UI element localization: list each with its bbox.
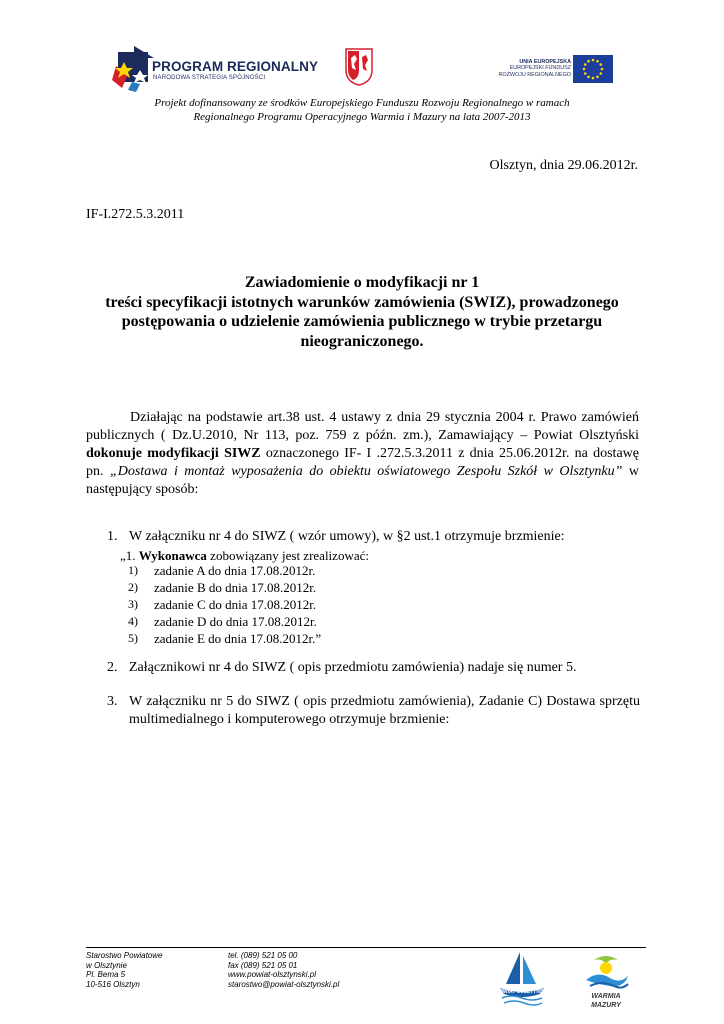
item-2-text: Załącznikowi nr 4 do SIWZ ( opis przedmiotu zamówienia) nadaje się numer 5.: [129, 660, 577, 675]
footer-address-line: Starostwo Powiatowe: [86, 951, 163, 960]
task-text: zadanie E do dnia 17.08.2012r.”: [154, 631, 322, 646]
eu-flag-icon: [573, 55, 613, 83]
document-date: Olsztyn, dnia 29.06.2012r.: [489, 158, 638, 173]
task-text: zadanie A do dnia 17.08.2012r.: [154, 563, 316, 578]
warmia-logo-text-2: MAZURY: [591, 1002, 621, 1009]
footer-email: starostwo@powiat-olsztynski.pl: [228, 979, 340, 989]
task-number: 3): [128, 597, 138, 611]
quote-rest: zobowiązany jest zrealizować:: [206, 548, 369, 563]
footer-phone: tel. (089) 521 05 00: [228, 951, 298, 960]
footer-contact: [228, 951, 339, 989]
footer-divider: [86, 947, 646, 948]
program-subtitle: NARODOWA STRATEGIA SPÓJNOŚCI: [153, 75, 266, 81]
warmia-mazury-emblem-icon: [580, 950, 632, 1012]
item-3-number: 3.: [107, 694, 118, 709]
task-text: zadanie B do dnia 17.08.2012r.: [154, 580, 317, 595]
eu-line-3: ROZWOJU REGIONALNEGO: [498, 71, 571, 78]
powiat-olsztynski-logo: [492, 948, 552, 1012]
intro-part-2: oznaczonego IF- I .272.5.3.2011 z dnia 25.06.2012r. na dostawę pn.: [86, 446, 639, 479]
footer-address-line: 10-516 Olsztyn: [86, 979, 140, 989]
intro-part-3: w następujący sposób:: [86, 464, 639, 497]
powiat-logo-text: POWIAT OLSZTYŃSKI: [495, 989, 549, 995]
voivodeship-crest-icon: [345, 48, 373, 86]
eu-fund-label: [485, 59, 571, 78]
warmia-mazury-logo: [580, 950, 632, 1012]
footer-address: [86, 951, 162, 989]
task-text: zadanie D do dnia 17.08.2012r.: [154, 614, 317, 629]
title-line-4: nieograniczonego.: [300, 332, 424, 350]
task-number: 5): [128, 631, 138, 645]
funding-note: [80, 96, 644, 124]
list-item-2: [107, 660, 577, 676]
program-title: PROGRAM REGIONALNY: [152, 59, 319, 74]
footer-website: www.powiat-olsztynski.pl: [228, 970, 317, 979]
program-regionalny-emblem-icon: [112, 44, 156, 94]
item-2-number: 2.: [107, 660, 118, 675]
eu-line-1: UNIA EUROPEJSKA: [519, 59, 571, 65]
quote-prefix: „1.: [120, 548, 139, 563]
document-title: [80, 273, 644, 351]
item-1-quote: [120, 548, 369, 564]
title-line-3: postępowania o udzielenie zamówienia publicznego w trybie przetargu: [121, 313, 603, 330]
title-line-2: treści specyfikacji istotnych warunków zamówienia (SWIZ), prowadzonego: [105, 293, 619, 311]
intro-part-1: Działając na podstawie art.38 ust. 4 ustawy z dnia 29 stycznia 2004 r. Prawo zamówień publicznych ( Dz.U.2010, Nr 113, poz. 759 z późn. zm.), Zamawiający – Powiat Olsztyński: [86, 410, 639, 443]
footer-fax: fax (089) 521 05 01: [228, 960, 298, 970]
quote-bold: Wykonawca: [138, 548, 207, 563]
list-item-3: [107, 693, 640, 727]
intro-italic: „Dostawa i montaż wyposażenia do obiektu oświatowego Zespołu Szkół w Olsztynku”: [109, 464, 623, 479]
title-line-1: Zawiadomienie o modyfikacji nr 1: [244, 274, 480, 291]
document-reference: IF-I.272.5.3.2011: [86, 207, 185, 222]
funding-line-1: Projekt dofinansowany ze środków Europejskiego Funduszu Rozwoju Regionalnego w ramach: [154, 97, 570, 109]
task-number: 2): [128, 580, 138, 594]
footer-address-line: Pl. Bema 5: [86, 970, 126, 979]
item-1-number: 1.: [107, 529, 118, 544]
task-number: 1): [128, 563, 138, 577]
item-1-text: W załączniku nr 4 do SIWZ ( wzór umowy), w §2 ust.1 otrzymuje brzmienie:: [129, 529, 565, 544]
task-text: zadanie C do dnia 17.08.2012r.: [154, 597, 317, 612]
task-number: 4): [128, 614, 138, 628]
footer-address-line: w Olsztynie: [86, 960, 127, 970]
intro-paragraph: [86, 409, 639, 499]
sailboat-icon: [492, 948, 552, 1012]
item-3-text: W załączniku nr 5 do SIWZ ( opis przedmiotu zamówienia), Zadanie C) Dostawa sprzętu multimedialnego i komputerowego otrzymuje brzmienie:: [129, 694, 640, 727]
eu-line-2: EUROPEJSKI FUNDUSZ: [509, 65, 571, 72]
warmia-logo-text-1: WARMIA: [591, 993, 621, 1000]
intro-bold: dokonuje modyfikacji SIWZ: [86, 446, 261, 461]
funding-line-2: Regionalnego Programu Operacyjnego Warmia i Mazury na lata 2007-2013: [193, 111, 531, 123]
